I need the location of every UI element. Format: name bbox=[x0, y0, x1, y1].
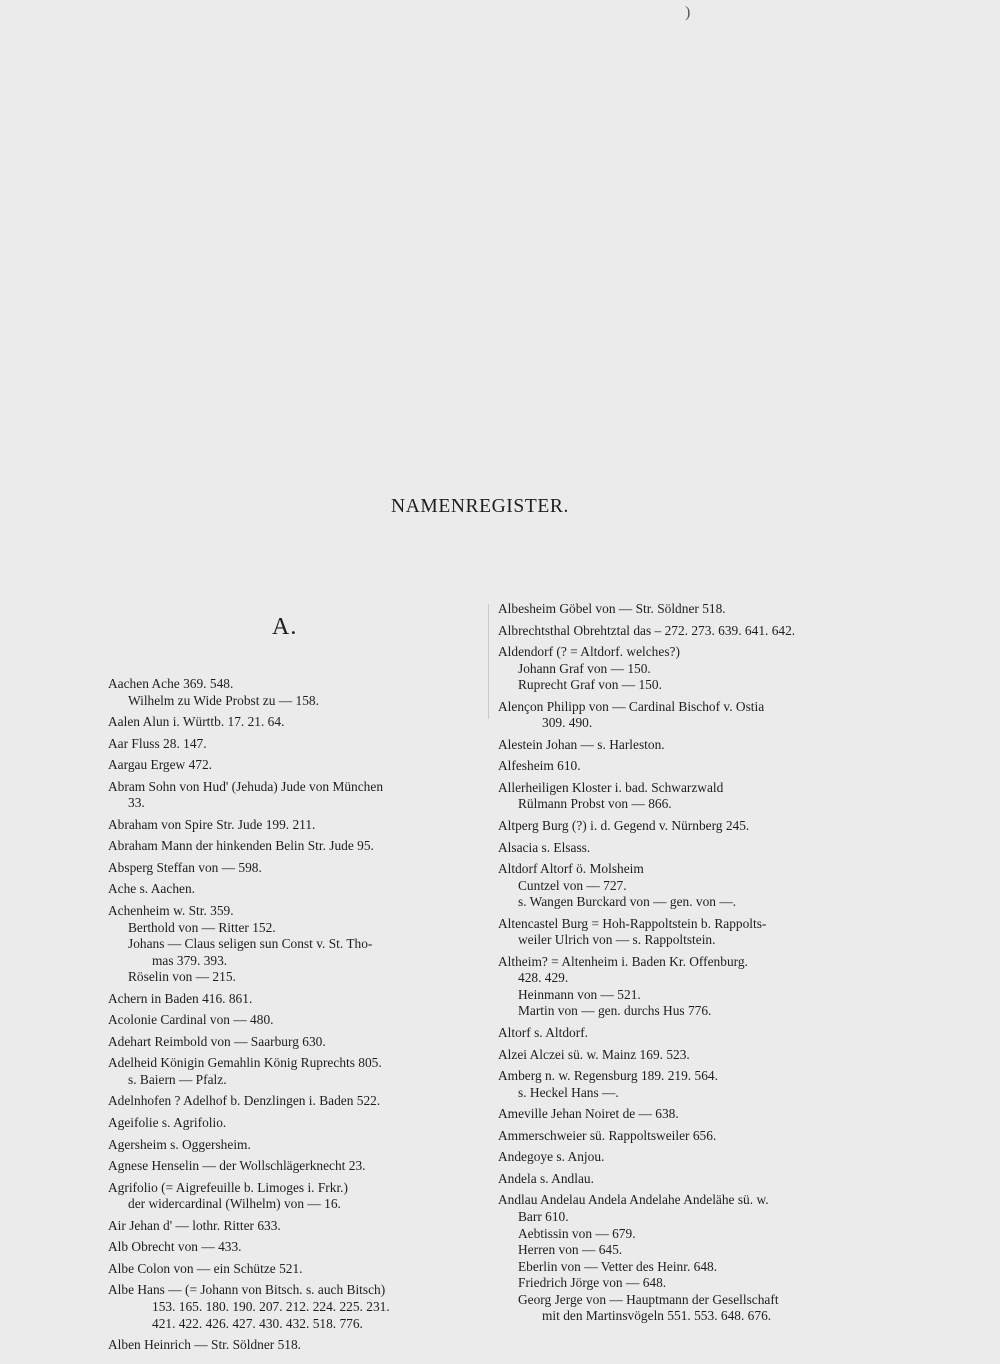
index-entry: Ache s. Aachen. bbox=[108, 881, 196, 897]
index-subentry: 309. 490. bbox=[542, 715, 593, 731]
left-column bbox=[108, 676, 488, 1354]
index-entry: Abraham Mann der hinkenden Belin Str. Jude 95. bbox=[108, 838, 374, 854]
index-entry: Aargau Ergew 472. bbox=[108, 757, 212, 773]
index-entry: Altperg Burg (?) i. d. Gegend v. Nürnberg 245. bbox=[498, 818, 750, 834]
index-entry: Air Jehan d' — lothr. Ritter 633. bbox=[108, 1217, 281, 1233]
index-entry: Abram Sohn von Hud' (Jehuda) Jude von München bbox=[108, 778, 384, 794]
index-subentry: 153. 165. 180. 190. 207. 212. 224. 225. 231. bbox=[152, 1298, 390, 1314]
index-entry: Aldendorf (? = Altdorf. welches?) bbox=[498, 644, 680, 660]
index-subentry: Johans — Claus seligen sun Const v. St. Tho- bbox=[128, 936, 373, 952]
index-entry: Alençon Philipp von — Cardinal Bischof v. Ostia bbox=[498, 698, 765, 714]
index-entry: Andegoye s. Anjou. bbox=[498, 1149, 605, 1165]
index-entry: Alestein Johan — s. Harleston. bbox=[498, 736, 665, 752]
index-subentry: Heinmann von — 521. bbox=[518, 986, 641, 1002]
index-subentry: mas 379. 393. bbox=[152, 952, 228, 968]
index-subentry: s. Wangen Burckard von — gen. von —. bbox=[518, 894, 737, 910]
index-entry: Ameville Jehan Noiret de — 638. bbox=[498, 1106, 679, 1122]
index-entry: Alb Obrecht von — 433. bbox=[108, 1239, 242, 1255]
index-subentry: Friedrich Jörge von — 648. bbox=[518, 1275, 667, 1291]
index-entry: Aachen Ache 369. 548. bbox=[108, 676, 234, 691]
page-mark: ) bbox=[685, 4, 691, 21]
index-subentry: Georg Jerge von — Hauptmann der Gesellschaft bbox=[518, 1291, 779, 1307]
index-entry: Altdorf Altorf ö. Molsheim bbox=[498, 861, 644, 877]
index-subentry: Eberlin von — Vetter des Heinr. 648. bbox=[518, 1258, 718, 1274]
index-entry: Amberg n. w. Regensburg 189. 219. 564. bbox=[498, 1068, 718, 1084]
index-entry: Andela s. Andlau. bbox=[498, 1170, 594, 1186]
index-entry: Altheim? = Altenheim i. Baden Kr. Offenburg. bbox=[498, 953, 748, 969]
index-subentry: Rülmann Probst von — 866. bbox=[518, 796, 672, 812]
index-entry: Alsacia s. Elsass. bbox=[498, 839, 591, 855]
index-subentry: s. Heckel Hans —. bbox=[518, 1084, 619, 1100]
index-subentry: Barr 610. bbox=[518, 1208, 569, 1224]
index-subentry: Martin von — gen. durchs Hus 776. bbox=[518, 1003, 712, 1019]
index-subentry: s. Baiern — Pfalz. bbox=[128, 1071, 227, 1087]
index-entry: Altorf s. Altdorf. bbox=[498, 1025, 589, 1041]
index-entry: Alben Heinrich — Str. Söldner 518. bbox=[108, 1337, 302, 1353]
index-entry: Absperg Steffan von — 598. bbox=[108, 859, 262, 875]
index-subentry: 428. 429. bbox=[518, 970, 569, 986]
index-entry: Ammerschweier sü. Rappoltsweiler 656. bbox=[498, 1127, 717, 1143]
index-entry: Achenheim w. Str. 359. bbox=[108, 903, 234, 919]
index-entry: Agersheim s. Oggersheim. bbox=[108, 1136, 251, 1152]
index-entry: Aar Fluss 28. 147. bbox=[108, 735, 207, 751]
index-subentry: der widercardinal (Wilhelm) von — 16. bbox=[128, 1196, 341, 1212]
index-subentry: 421. 422. 426. 427. 430. 432. 518. 776. bbox=[152, 1315, 363, 1331]
index-subentry: Aebtissin von — 679. bbox=[518, 1225, 636, 1241]
page-title: NAMENREGISTER. bbox=[391, 496, 569, 517]
index-entry: Andlau Andelau Andela Andelahe Andelähe sü. w. bbox=[498, 1192, 769, 1208]
right-column bbox=[498, 601, 880, 1325]
index-entry: Albesheim Göbel von — Str. Söldner 518. bbox=[498, 601, 726, 616]
index-entry: Aalen Alun i. Württb. 17. 21. 64. bbox=[108, 714, 285, 730]
index-subentry: Wilhelm zu Wide Probst zu — 158. bbox=[128, 692, 319, 708]
index-entry: Adelheid Königin Gemahlin König Ruprechts 805. bbox=[108, 1055, 382, 1071]
index-subentry: Berthold von — Ritter 152. bbox=[128, 919, 276, 935]
index-subentry: Johann Graf von — 150. bbox=[518, 660, 651, 676]
index-entry: Albe Colon von — ein Schütze 521. bbox=[108, 1260, 303, 1276]
index-subentry: Ruprecht Graf von — 150. bbox=[518, 677, 662, 693]
index-subentry: weiler Ulrich von — s. Rappoltstein. bbox=[518, 932, 716, 948]
index-subentry: 33. bbox=[128, 795, 145, 811]
index-entry: Abraham von Spire Str. Jude 199. 211. bbox=[108, 816, 316, 832]
index-entry: Acolonie Cardinal von — 480. bbox=[108, 1012, 274, 1028]
index-subentry: Herren von — 645. bbox=[518, 1242, 623, 1258]
index-entry: Alzei Alczei sü. w. Mainz 169. 523. bbox=[498, 1046, 690, 1062]
index-entry: Adelnhofen ? Adelhof b. Denzlingen i. Baden 522. bbox=[108, 1093, 381, 1109]
index-entry: Albe Hans — (= Johann von Bitsch. s. auch Bitsch) bbox=[108, 1282, 386, 1298]
index-entry: Albrechtsthal Obrehtztal das – 272. 273. 639. 641. 642. bbox=[498, 622, 796, 638]
index-entry: Adehart Reimbold von — Saarburg 630. bbox=[108, 1033, 326, 1049]
index-subentry: Röselin von — 215. bbox=[128, 969, 236, 985]
section-letter-heading: A. bbox=[272, 614, 298, 640]
index-subentry: mit den Martinsvögeln 551. 553. 648. 676. bbox=[542, 1308, 772, 1324]
index-entry: Alfesheim 610. bbox=[498, 758, 581, 774]
index-entry: Ageifolie s. Agrifolio. bbox=[108, 1115, 227, 1131]
index-entry: Achern in Baden 416. 861. bbox=[108, 990, 253, 1006]
column-divider bbox=[488, 604, 489, 719]
index-entry: Agrifolio (= Aigrefeuille b. Limoges i. Frkr.) bbox=[108, 1179, 348, 1195]
index-entry: Altencastel Burg = Hoh-Rappoltstein b. Rappolts- bbox=[498, 915, 767, 931]
index-entry: Allerheiligen Kloster i. bad. Schwarzwald bbox=[498, 779, 724, 795]
index-subentry: Cuntzel von — 727. bbox=[518, 877, 627, 893]
index-entry: Agnese Henselin — der Wollschlägerknecht 23. bbox=[108, 1158, 366, 1174]
